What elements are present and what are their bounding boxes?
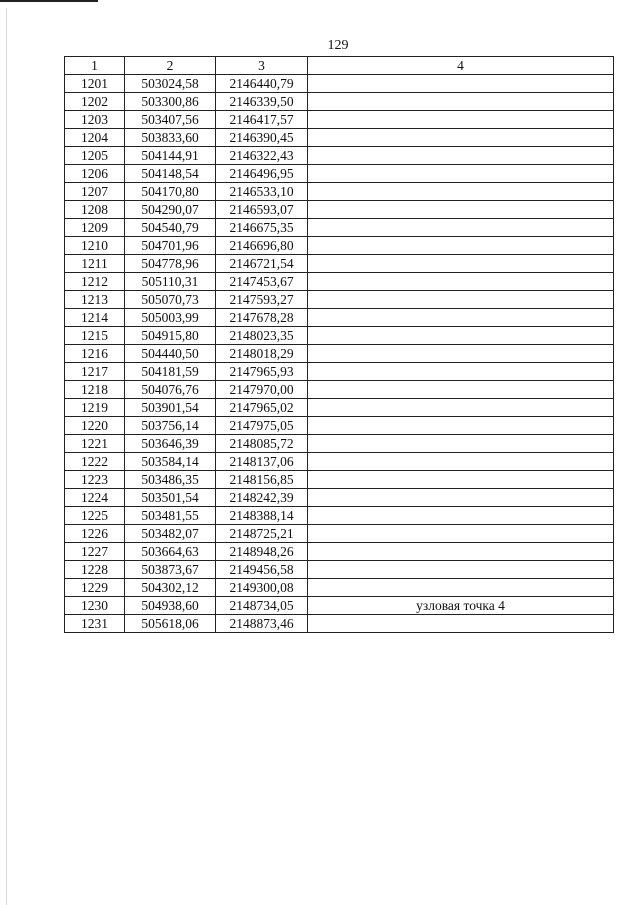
note-cell [308,615,614,633]
note-cell [308,525,614,543]
point-number-cell: 1223 [65,471,125,489]
point-number-cell: 1201 [65,75,125,93]
note-cell [308,93,614,111]
y-coordinate-cell: 2146496,95 [216,165,308,183]
x-coordinate-cell: 505110,31 [125,273,216,291]
table-row [65,597,614,615]
column-header-note: 4 [308,57,614,75]
x-coordinate-cell: 504290,07 [125,201,216,219]
point-number-cell: 1220 [65,417,125,435]
note-cell [308,255,614,273]
point-number-cell: 1207 [65,183,125,201]
x-coordinate-cell: 504144,91 [125,147,216,165]
x-coordinate-cell: 503481,55 [125,507,216,525]
y-coordinate-cell: 2147965,93 [216,363,308,381]
x-coordinate-cell: 504170,80 [125,183,216,201]
x-coordinate-cell: 504915,80 [125,327,216,345]
x-coordinate-cell: 505618,06 [125,615,216,633]
y-coordinate-cell: 2148023,35 [216,327,308,345]
x-coordinate-cell: 505070,73 [125,291,216,309]
table-row [65,255,614,273]
table-row [65,291,614,309]
point-number-cell: 1227 [65,543,125,561]
y-coordinate-cell: 2146417,57 [216,111,308,129]
y-coordinate-cell: 2146675,35 [216,219,308,237]
x-coordinate-cell: 504701,96 [125,237,216,255]
point-number-cell: 1204 [65,129,125,147]
table-row [65,507,614,525]
y-coordinate-cell: 2148725,21 [216,525,308,543]
y-coordinate-cell: 2148948,26 [216,543,308,561]
point-number-cell: 1215 [65,327,125,345]
point-number-cell: 1221 [65,435,125,453]
note-cell [308,219,614,237]
note-cell [308,561,614,579]
table-row [65,435,614,453]
table-body [65,75,614,633]
y-coordinate-cell: 2148018,29 [216,345,308,363]
point-number-cell: 1206 [65,165,125,183]
table-row [65,309,614,327]
x-coordinate-cell: 503300,86 [125,93,216,111]
note-cell [308,579,614,597]
column-header-y-coordinate: 3 [216,57,308,75]
point-number-cell: 1205 [65,147,125,165]
note-cell [308,291,614,309]
note-cell [308,471,614,489]
table-row [65,579,614,597]
table-row [65,381,614,399]
x-coordinate-cell: 503407,56 [125,111,216,129]
coordinates-table [64,56,614,633]
point-number-cell: 1216 [65,345,125,363]
x-coordinate-cell: 503901,54 [125,399,216,417]
y-coordinate-cell: 2148242,39 [216,489,308,507]
point-number-cell: 1225 [65,507,125,525]
scan-edge-line [6,8,7,905]
x-coordinate-cell: 503664,63 [125,543,216,561]
table-row [65,471,614,489]
y-coordinate-cell: 2146339,50 [216,93,308,111]
point-number-cell: 1222 [65,453,125,471]
table-row [65,147,614,165]
x-coordinate-cell: 503501,54 [125,489,216,507]
y-coordinate-cell: 2146440,79 [216,75,308,93]
y-coordinate-cell: 2148156,85 [216,471,308,489]
point-number-cell: 1214 [65,309,125,327]
y-coordinate-cell: 2147593,27 [216,291,308,309]
x-coordinate-cell: 503646,39 [125,435,216,453]
table-header-row [65,57,614,75]
page-number: 129 [327,38,349,53]
y-coordinate-cell: 2146593,07 [216,201,308,219]
table-row [65,417,614,435]
table-row [65,399,614,417]
point-number-cell: 1230 [65,597,125,615]
x-coordinate-cell: 504540,79 [125,219,216,237]
scan-edge-mark [0,0,98,2]
y-coordinate-cell: 2147678,28 [216,309,308,327]
point-number-cell: 1228 [65,561,125,579]
x-coordinate-cell: 503584,14 [125,453,216,471]
table-row [65,345,614,363]
point-number-cell: 1210 [65,237,125,255]
note-cell [308,507,614,525]
x-coordinate-cell: 504302,12 [125,579,216,597]
point-number-cell: 1224 [65,489,125,507]
y-coordinate-cell: 2147453,67 [216,273,308,291]
point-number-cell: 1203 [65,111,125,129]
table-row [65,219,614,237]
x-coordinate-cell: 504148,54 [125,165,216,183]
x-coordinate-cell: 504440,50 [125,345,216,363]
point-number-cell: 1209 [65,219,125,237]
note-cell [308,165,614,183]
point-number-cell: 1218 [65,381,125,399]
note-cell [308,183,614,201]
x-coordinate-cell: 504181,59 [125,363,216,381]
y-coordinate-cell: 2147970,00 [216,381,308,399]
table-row [65,111,614,129]
x-coordinate-cell: 503873,67 [125,561,216,579]
point-number-cell: 1219 [65,399,125,417]
table-row [65,453,614,471]
x-coordinate-cell: 503024,58 [125,75,216,93]
table-row [65,165,614,183]
note-cell [308,435,614,453]
point-number-cell: 1212 [65,273,125,291]
note-cell [308,201,614,219]
table-row [65,525,614,543]
note-cell: узловая точка 4 [308,597,614,615]
x-coordinate-cell: 503482,07 [125,525,216,543]
point-number-cell: 1231 [65,615,125,633]
point-number-cell: 1211 [65,255,125,273]
table-row [65,273,614,291]
point-number-cell: 1202 [65,93,125,111]
table-row [65,93,614,111]
column-header-point-number: 1 [65,57,125,75]
note-cell [308,75,614,93]
note-cell [308,327,614,345]
point-number-cell: 1217 [65,363,125,381]
y-coordinate-cell: 2148873,46 [216,615,308,633]
note-cell [308,453,614,471]
table-row [65,183,614,201]
note-cell [308,417,614,435]
point-number-cell: 1213 [65,291,125,309]
y-coordinate-cell: 2148734,05 [216,597,308,615]
note-cell [308,489,614,507]
y-coordinate-cell: 2146322,43 [216,147,308,165]
note-cell [308,129,614,147]
y-coordinate-cell: 2148085,72 [216,435,308,453]
y-coordinate-cell: 2146721,54 [216,255,308,273]
column-header-x-coordinate: 2 [125,57,216,75]
table-row [65,615,614,633]
x-coordinate-cell: 503486,35 [125,471,216,489]
y-coordinate-cell: 2147965,02 [216,399,308,417]
x-coordinate-cell: 504778,96 [125,255,216,273]
table-row [65,327,614,345]
y-coordinate-cell: 2146533,10 [216,183,308,201]
y-coordinate-cell: 2149300,08 [216,579,308,597]
y-coordinate-cell: 2148388,14 [216,507,308,525]
note-cell [308,147,614,165]
table-row [65,489,614,507]
note-cell [308,363,614,381]
y-coordinate-cell: 2146696,80 [216,237,308,255]
point-number-cell: 1229 [65,579,125,597]
table-row [65,561,614,579]
note-cell [308,345,614,363]
y-coordinate-cell: 2146390,45 [216,129,308,147]
note-cell [308,237,614,255]
x-coordinate-cell: 504076,76 [125,381,216,399]
note-cell [308,543,614,561]
note-cell [308,381,614,399]
x-coordinate-cell: 503756,14 [125,417,216,435]
note-cell [308,111,614,129]
y-coordinate-cell: 2148137,06 [216,453,308,471]
table-row [65,75,614,93]
table-row [65,201,614,219]
note-cell [308,399,614,417]
point-number-cell: 1208 [65,201,125,219]
y-coordinate-cell: 2149456,58 [216,561,308,579]
x-coordinate-cell: 504938,60 [125,597,216,615]
x-coordinate-cell: 503833,60 [125,129,216,147]
table-row [65,363,614,381]
table-row [65,237,614,255]
note-cell [308,273,614,291]
table-row [65,543,614,561]
point-number-cell: 1226 [65,525,125,543]
note-cell [308,309,614,327]
y-coordinate-cell: 2147975,05 [216,417,308,435]
table-row [65,129,614,147]
x-coordinate-cell: 505003,99 [125,309,216,327]
